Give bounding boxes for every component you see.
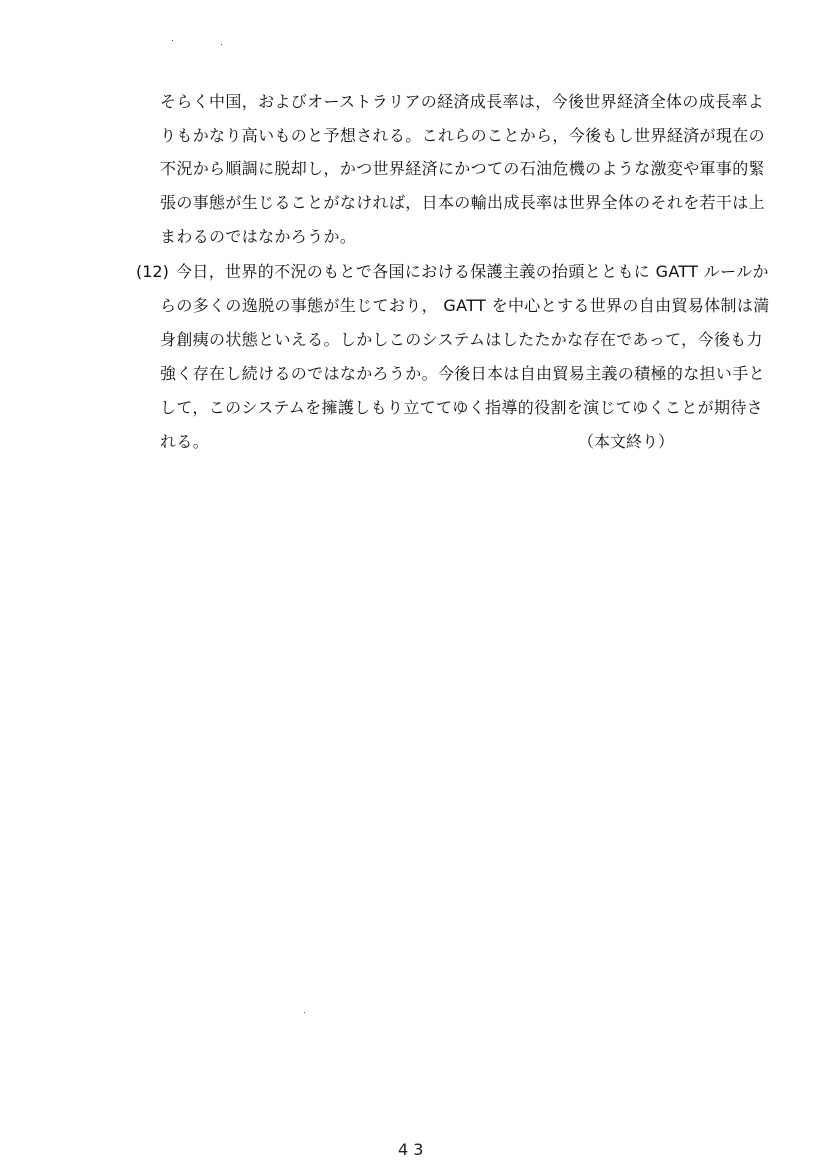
paragraph-12-line-1: 今日，世界的不況のもとで各国における保護主義の抬頭とともに GATT ルールか: [176, 262, 769, 281]
paragraph-11-line-1: そらく中国，およびオーストラリアの経済成長率は，今後世界経済全体の成長率よ: [160, 92, 765, 111]
paragraph-12-number: (12): [136, 262, 169, 281]
paragraph-12-line-2: らの多くの逸脱の事態が生じており， GATT を中心とする世界の自由貿易体制は満: [160, 296, 770, 315]
paragraph-12-line-4: 強く存在し続けるのではなかろうか。今後日本は自由貿易主義の積極的な担い手と: [160, 364, 765, 383]
paragraph-12-line-6: れる。: [160, 432, 210, 451]
scan-speck: [221, 44, 222, 45]
paragraph-11-line-3: 不況から順調に脱却し，かつ世界経済にかつての石油危機のような激変や軍事的緊: [160, 159, 765, 178]
paragraph-11-line-2: りもかなり高いものと予想される。これらのことから，今後もし世界経済が現在の: [160, 126, 765, 145]
paragraph-12-line-5: して，このシステムを擁護しもり立ててゆく指導的役割を演じてゆくことが期待さ: [160, 398, 764, 417]
paragraph-11-line-5: まわるのではなかろうか。: [160, 227, 357, 246]
page-number: 4 3: [398, 1140, 424, 1159]
scan-speck: [172, 40, 173, 41]
paragraph-11-line-4: 張の事態が生じることがなければ，日本の輸出成長率は世界全体のそれを若干は上: [160, 193, 765, 212]
paragraph-12-line-3: 身創痍の状態といえる。しかしこのシステムはしたたかな存在であって，今後も力: [160, 330, 763, 349]
scan-speck: [304, 1012, 305, 1013]
end-of-text-note: （本文終り）: [578, 432, 675, 451]
